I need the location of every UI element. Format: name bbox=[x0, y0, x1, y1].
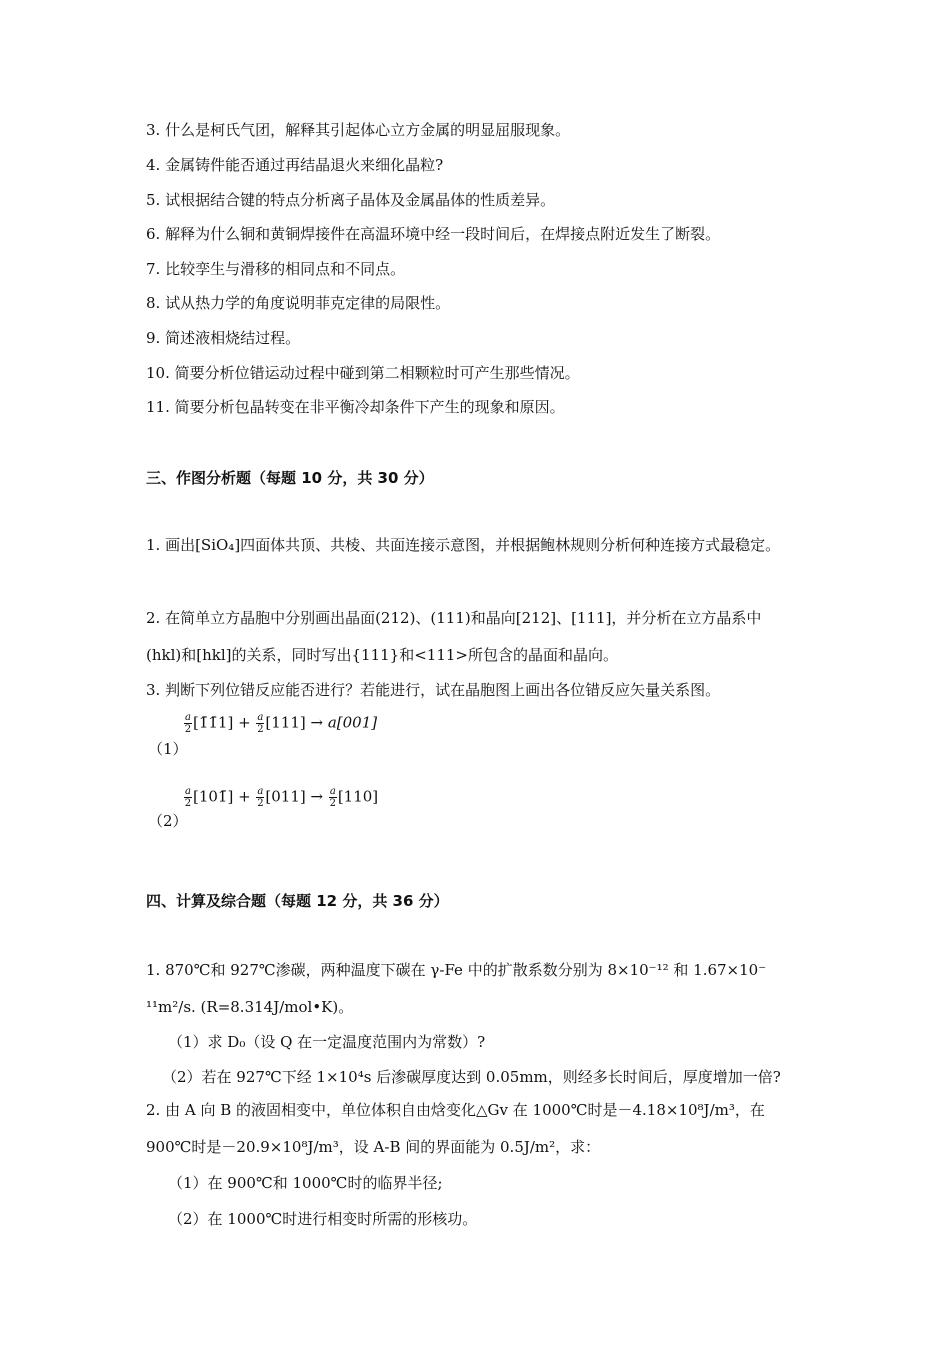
fraction: $\frac{a}{2}$ bbox=[329, 786, 337, 809]
question-11: 11. 简要分析包晶转变在非平衡冷却条件下产生的现象和原因。 bbox=[146, 398, 565, 416]
formula-2-term-a: [101̄] bbox=[192, 787, 234, 806]
fraction: $\frac{a}{2}$ bbox=[184, 712, 192, 735]
question-10: 10. 简要分析位错运动过程中碰到第二相颗粒时可产生那些情况。 bbox=[146, 364, 580, 382]
section3-question-2-line2: (hkl)和[hkl]的关系，同时写出{111}和<111>所包含的晶面和晶向。 bbox=[146, 646, 618, 664]
question-8: 8. 试从热力学的角度说明菲克定律的局限性。 bbox=[146, 294, 451, 312]
formula-1-term-b: [111] bbox=[265, 713, 306, 732]
fraction: $\frac{a}{2}$ bbox=[257, 712, 264, 735]
question-7: 7. 比较孪生与滑移的相同点和不同点。 bbox=[146, 260, 406, 278]
section-4-title: 四、计算及综合题（每题 12 分，共 36 分） bbox=[146, 892, 449, 910]
formula-1-result: a[001] bbox=[327, 713, 378, 732]
section4-question-2-line1: 2. 由 A 向 B 的液固相变中，单位体积自由焓变化△Gv 在 1000℃时是－4.18×10⁸J/m³，在 bbox=[146, 1101, 765, 1119]
section4-question-2-sub2: （2）在 1000℃时进行相变时所需的形核功。 bbox=[168, 1210, 478, 1228]
formula-2-term-b: [011] bbox=[265, 787, 306, 806]
formula-1-label: （1） bbox=[148, 740, 188, 758]
question-5: 5. 试根据结合键的特点分析离子晶体及金属晶体的性质差异。 bbox=[146, 191, 556, 209]
formula-2-result: [110] bbox=[337, 787, 379, 806]
section4-question-1-line2: ¹¹m²/s. (R=8.314J/mol•K)。 bbox=[146, 998, 354, 1016]
section4-question-1-line1: 1. 870℃和 927℃渗碳，两种温度下碳在 γ-Fe 中的扩散系数分别为 8×10⁻¹² 和 1.67×10⁻ bbox=[146, 961, 767, 979]
question-9: 9. 简述液相烧结过程。 bbox=[146, 329, 301, 347]
formula-1-term-a: [1̄1̄1] bbox=[192, 713, 234, 732]
section4-question-1-sub2: （2）若在 927℃下经 1×10⁴s 后渗碳厚度达到 0.05mm，则经多长时间后，厚度增加一倍? bbox=[162, 1068, 781, 1086]
fraction: $\frac{a}{2}$ bbox=[257, 786, 264, 809]
section4-question-2-line2: 900℃时是－20.9×10⁸J/m³，设 A-B 间的界面能为 0.5J/m²，求： bbox=[146, 1138, 601, 1156]
formula-2: $\frac{a}{2}$ [101̄] + $\frac{a}{2}$ [011] → $\frac{a}{2}$ [110] bbox=[184, 786, 379, 809]
question-6: 6. 解释为什么铜和黄铜焊接件在高温环境中经一段时间后，在焊接点附近发生了断裂。 bbox=[146, 225, 721, 243]
formula-2-label: （2） bbox=[148, 812, 188, 830]
fraction: $\frac{a}{2}$ bbox=[184, 786, 192, 809]
section3-question-2-line1: 2. 在简单立方晶胞中分别画出晶面(212)、(111)和晶向[212]、[111]，并分析在立方晶系中 bbox=[146, 609, 762, 627]
section-3-title: 三、作图分析题（每题 10 分，共 30 分） bbox=[146, 469, 434, 487]
section4-question-1-sub1: （1）求 D₀（设 Q 在一定温度范围内为常数）? bbox=[168, 1033, 486, 1051]
section3-question-1: 1. 画出[SiO₄]四面体共顶、共棱、共面连接示意图，并根据鲍林规则分析何种连接方式最稳定。 bbox=[146, 536, 781, 554]
question-3: 3. 什么是柯氏气团，解释其引起体心立方金属的明显屈服现象。 bbox=[146, 121, 571, 139]
section3-question-3: 3. 判断下列位错反应能否进行？若能进行，试在晶胞图上画出各位错反应矢量关系图。 bbox=[146, 681, 721, 699]
section4-question-2-sub1: （1）在 900℃和 1000℃时的临界半径; bbox=[168, 1174, 443, 1192]
question-4: 4. 金属铸件能否通过再结晶退火来细化晶粒? bbox=[146, 156, 444, 174]
formula-1: $\frac{a}{2}$ [1̄1̄1] + $\frac{a}{2}$ [111] → a[001] bbox=[184, 712, 378, 735]
